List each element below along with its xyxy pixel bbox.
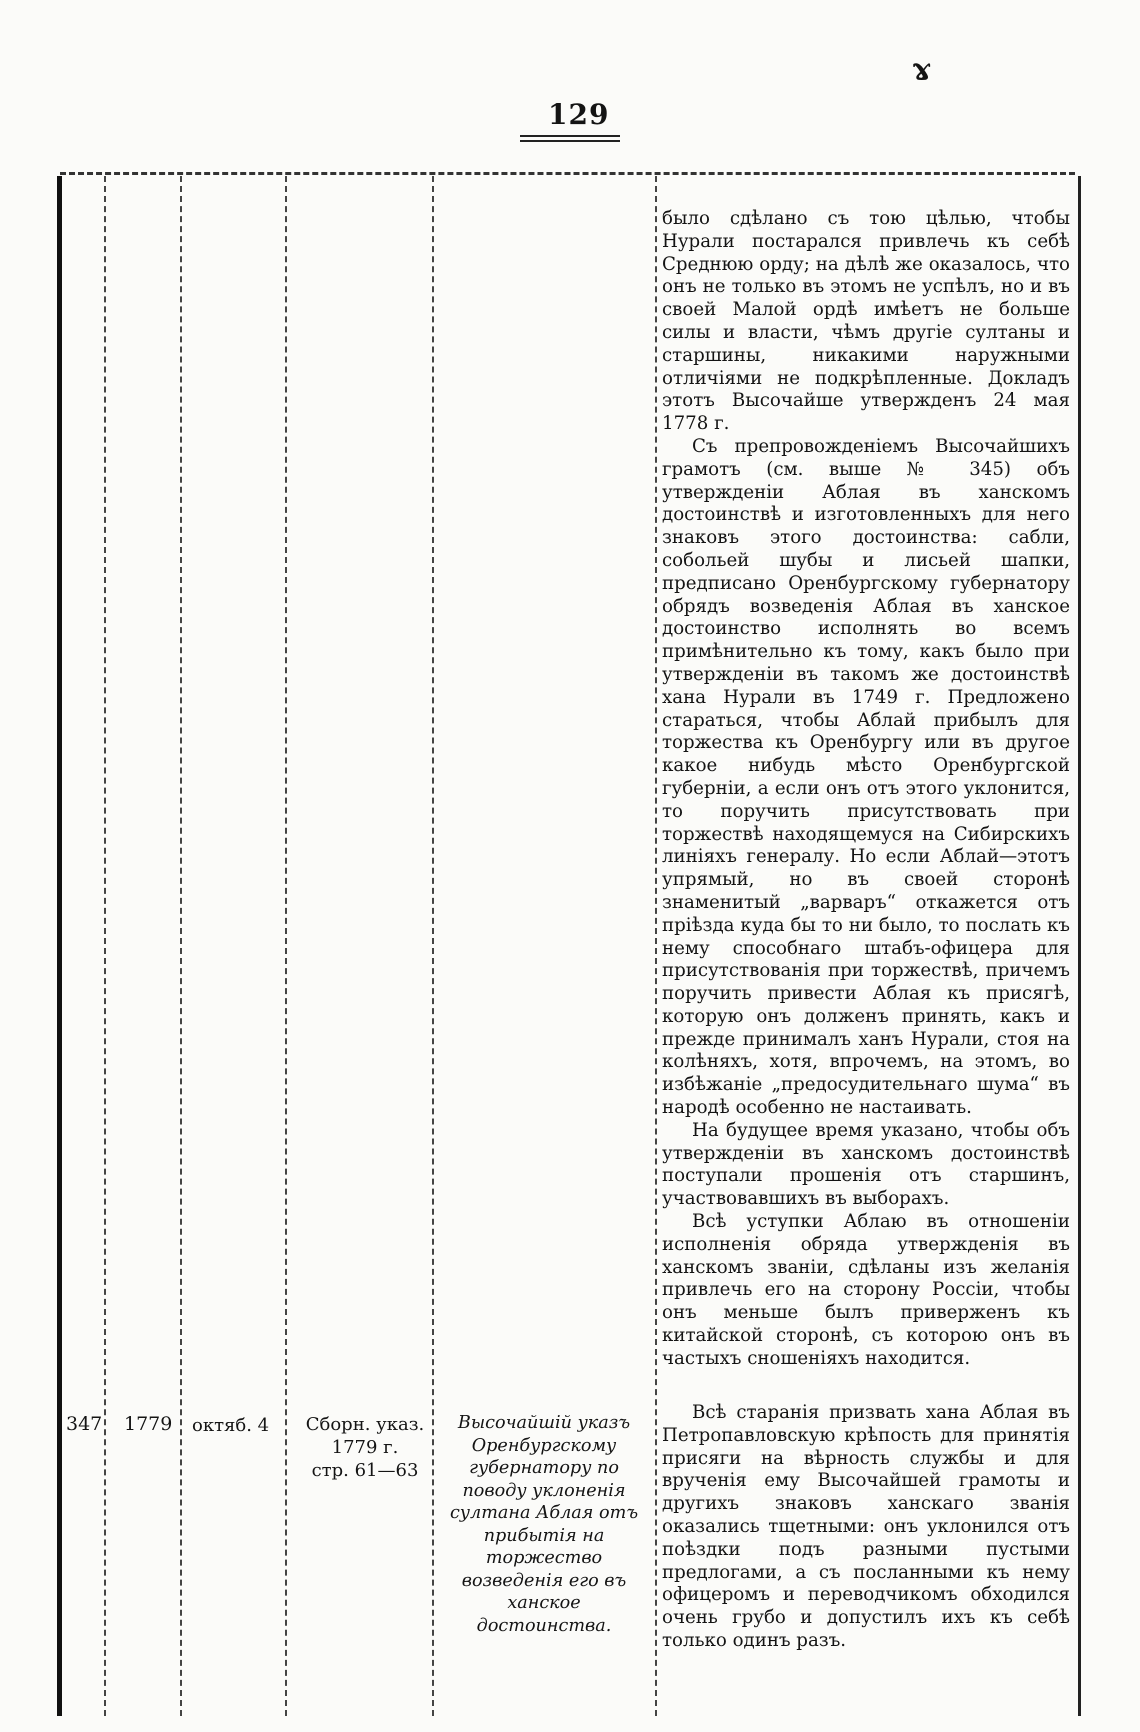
column-divider	[655, 176, 657, 1716]
entry-description	[662, 1402, 1070, 1653]
column-divider	[285, 176, 287, 1716]
continued-description	[662, 208, 1070, 1371]
entry-number: 347	[66, 1413, 103, 1435]
source-line: Сборн. указ.	[305, 1414, 425, 1435]
entry-date: октяб. 4	[192, 1415, 270, 1436]
paragraph: было сдѣлано съ тою цѣлью, чтобы Нурали постарался привлечь къ себѣ Среднюю орду; на дѣлѣ же оказалось, что онъ не только въ этомъ не успѣлъ, но и въ своей Малой ордѣ имѣетъ не больше силы и власти, чѣмъ другіе султаны и старшины, никакими наружными отличіями не подкрѣпленные. Докладъ этотъ Высочайше утвержденъ 24 мая 1778 г.	[662, 208, 1070, 435]
entry-title: Высочайшій указъ Оренбургскому губернатору по поводу уклоненія султана Аблая отъ прибытія на торжество возведенія его въ ханское достоинства.	[449, 1413, 639, 1636]
paragraph: На будущее время указано, чтобы объ утвержденіи въ ханскомъ достоинствѣ поступали прошенія отъ старшинъ, участвовавшихъ въ выборахъ.	[662, 1119, 1070, 1210]
page-number: 129	[548, 98, 610, 131]
column-divider	[180, 176, 182, 1716]
page-number-underline	[520, 140, 620, 142]
table-top-rule	[60, 172, 1075, 175]
paragraph: Всѣ уступки Аблаю въ отношеніи исполненія обряда утвержденія въ ханскомъ званіи, сдѣланы изъ желанія привлечь его на сторону Россіи, чтобы онъ меньше былъ приверженъ къ китайской сторонѣ, съ которою онъ въ частыхъ сношеніяхъ находится.	[662, 1211, 1070, 1369]
column-divider	[104, 176, 106, 1716]
page-number-underline	[520, 135, 620, 137]
source-line: 1779 г.	[331, 1437, 399, 1458]
source-line: стр. 61—63	[311, 1460, 419, 1481]
paragraph: Съ препровожденіемъ Высочайшихъ грамотъ (см. выше № 345) объ утвержденіи Аблая въ ханскомъ достоинствѣ и изготовленныхъ для него знаковъ этого достоинства: сабли, собольей шубы и лисьей шапки, предписано Оренбургскому губернатору обрядъ возведенія Аблая въ ханское достоинство исполнять во всемъ примѣнительно къ тому, какъ было при утвержденіи въ такомъ же достоинствѣ хана Нурали въ 1749 г. Предложено стараться, чтобы Аблай прибылъ для торжества къ Оренбургу или въ другое какое нибудь мѣсто Оренбургской губерніи, а если онъ отъ этого уклонится, то поручить присутствовать при торжествѣ находящемуся на Сибирскихъ линіяхъ генералу. Но если Аблай—этотъ упрямый, но въ своей сторонѣ знаменитый „варваръ“ откажется отъ пріѣзда куда бы то ни было, то послать къ нему способнаго штабъ-офицера для присутствованія при торжествѣ, причемъ поручить привести Аблая къ присягѣ, которую онъ долженъ принять, какъ и прежде принималъ ханъ Нурали, стоя на колѣняхъ, хотя, впрочемъ, на этомъ, во избѣжаніе „предосудительнаго шума“ въ народѣ особенно не настаивать.	[662, 435, 1070, 1119]
corner-mark: ɤ	[912, 52, 931, 87]
entry-source	[290, 1413, 440, 1482]
table-left-border	[57, 176, 62, 1716]
table-right-border	[1078, 176, 1081, 1716]
column-divider	[432, 176, 434, 1716]
paragraph: Всѣ старанія призвать хана Аблая въ Петропавловскую крѣпость для принятія присяги на вѣрность службы и для врученія ему Высочайшей грамоты и другихъ знаковъ ханскаго званія оказались тщетными: онъ уклонился отъ поѣздки подъ разными пустыми предлогами, а съ посланными къ нему офицеромъ и переводчикомъ обходился очень грубо и допустилъ ихъ къ себѣ только одинъ разъ.	[662, 1402, 1070, 1651]
entry-year: 1779	[124, 1413, 173, 1435]
